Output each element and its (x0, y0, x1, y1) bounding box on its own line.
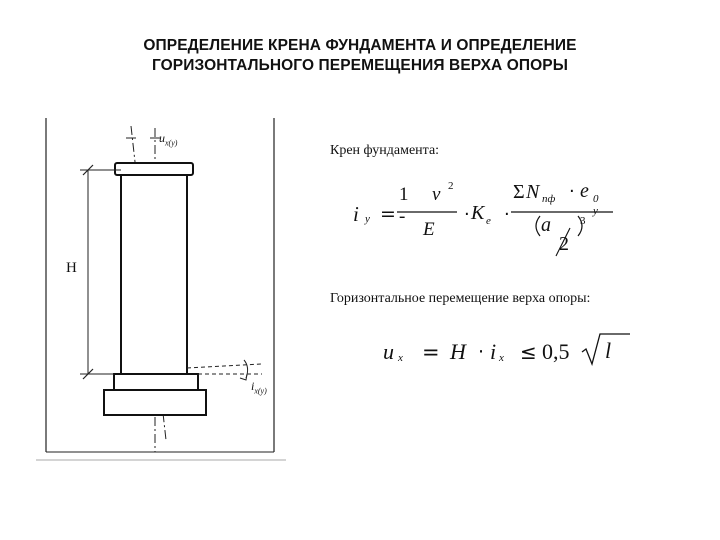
formula1-n-sub: пф (542, 193, 556, 205)
formula1-sigma: Σ (513, 181, 525, 203)
formula1-k: K (471, 202, 485, 224)
formula1-dot-3: · (569, 181, 575, 202)
formula2-i-sub: x (499, 352, 504, 364)
formula1-n: N (526, 181, 540, 203)
formula1-dot-1: · (464, 204, 470, 225)
top-displacement-label: $u_{x(y)}$ (159, 131, 178, 148)
column-cap (115, 163, 193, 175)
formula1-caption: Крен фундамента: (330, 143, 440, 158)
formula1-two: 2 (559, 233, 569, 255)
formula1-numerator-one: 1 - (399, 184, 409, 227)
formula2-less-equal: ≤ (520, 340, 537, 364)
formula1-e: e (580, 180, 589, 202)
base-tilt-label: $i_{x(y)}$ (251, 379, 267, 396)
formula1-cube: 3 (580, 215, 586, 227)
formula2-dot: · (478, 341, 485, 363)
formula1-fraction-bar-1 (397, 210, 459, 214)
tilted-base-line (187, 364, 262, 368)
formula2-root-variable: l (605, 338, 612, 363)
formula2-equals: = (422, 340, 440, 364)
formula1-nu: ν (432, 184, 441, 205)
dimension-label: H (66, 260, 77, 276)
formula1-lhs: i (353, 202, 359, 226)
title-line-1: ОПРЕДЕЛЕНИЕ КРЕНА ФУНДАМЕНТА И ОПРЕДЕЛЕНИЕ (143, 37, 577, 54)
formula1-e-sub: 0 y (593, 193, 599, 217)
formula1-a: a (541, 214, 551, 236)
foundation-upper-step (114, 374, 198, 390)
formula1-square: 2 (448, 180, 454, 192)
formula2-caption: Горизонтальное перемещение верха опоры: (330, 291, 591, 306)
formula1-lhs-sub: y (365, 213, 370, 225)
column-shaft (121, 172, 187, 374)
formula1-k-sub: e (486, 215, 491, 227)
formula2-u-sub: x (398, 352, 403, 364)
title-line-2: ГОРИЗОНТАЛЬНОГО ПЕРЕМЕЩЕНИЯ ВЕРХА ОПОРЫ (151, 57, 569, 74)
formula1-denominator-e: E (423, 219, 435, 240)
formula2-u: u (383, 339, 394, 364)
formula1-equals: = (380, 203, 396, 225)
formula2-i: i (490, 339, 497, 364)
formula2-coefficient: 0,5 (542, 339, 570, 364)
formula2-h: H (450, 339, 466, 364)
foundation-lower-step (104, 390, 206, 415)
formula1-dot-2: · (504, 204, 510, 225)
